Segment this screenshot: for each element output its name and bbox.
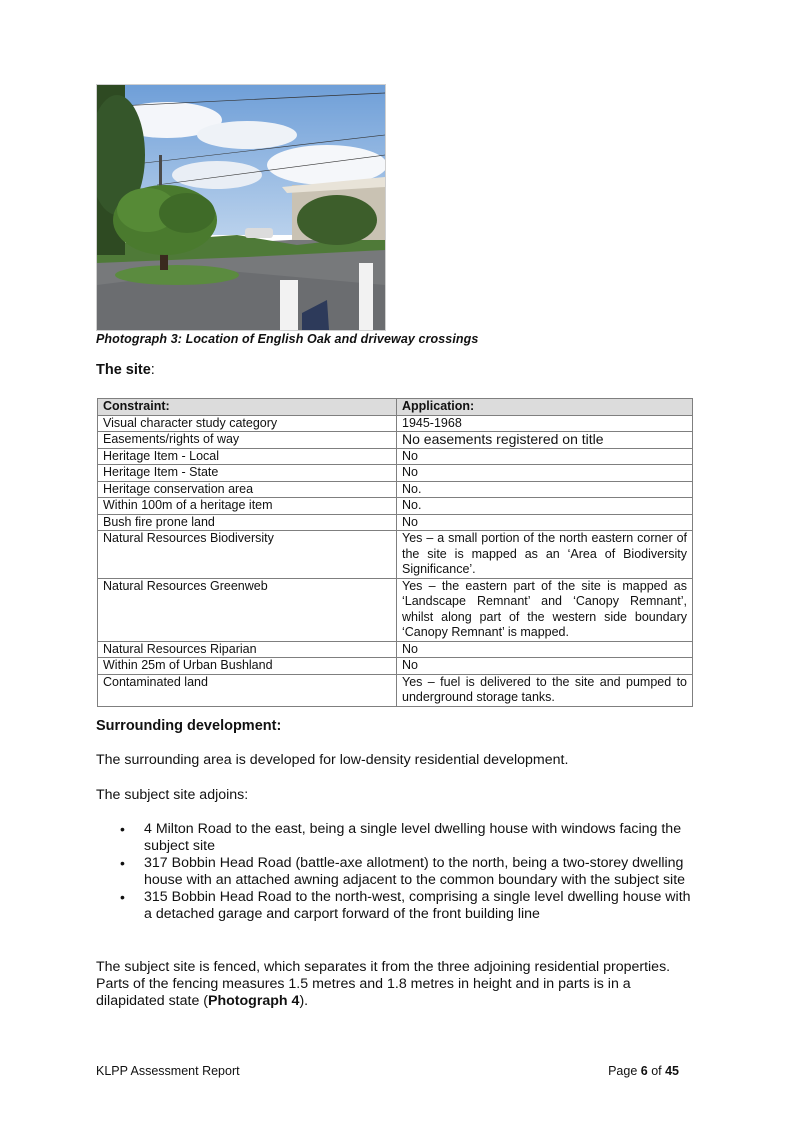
- page-of: of: [647, 1064, 666, 1078]
- application-cell: No.: [397, 498, 693, 515]
- table-row: [98, 531, 693, 579]
- application-cell: Yes – a small portion of the north eastern corner of the site is mapped as an ‘Area of Biodiversity Significance’.: [397, 531, 693, 579]
- site-heading-text: The site: [96, 362, 151, 378]
- adjoin-text: 317 Bobbin Head Road (battle-axe allotment) to the north, being a two-storey dwelling house with an attached awning adjacent to the common boundary with the subject site: [144, 855, 686, 888]
- bullet-icon: •: [120, 889, 125, 905]
- bullet-icon: •: [120, 855, 125, 871]
- table-row: [98, 448, 693, 465]
- constraint-cell: Heritage Item - Local: [98, 448, 397, 465]
- adjoins-intro: The subject site adjoins:: [96, 787, 249, 803]
- constraint-cell: Within 25m of Urban Bushland: [98, 658, 397, 675]
- table-row: [98, 498, 693, 515]
- constraint-cell: Easements/rights of way: [98, 432, 397, 449]
- table-row: [98, 415, 693, 432]
- photo-caption: Photograph 3: Location of English Oak and driveway crossings: [96, 332, 479, 346]
- adjoins-list: [96, 821, 696, 923]
- constraint-cell: Natural Resources Greenweb: [98, 578, 397, 641]
- application-cell: 1945-1968: [397, 415, 693, 432]
- page-current: 6: [640, 1064, 648, 1078]
- constraint-cell: Natural Resources Biodiversity: [98, 531, 397, 579]
- constraint-cell: Contaminated land: [98, 674, 397, 706]
- photograph-4-reference: Photograph 4: [208, 993, 300, 1009]
- surrounding-intro: The surrounding area is developed for low-density residential development.: [96, 752, 569, 768]
- application-cell: Yes – fuel is delivered to the site and pumped to underground storage tanks.: [397, 674, 693, 706]
- header-constraint: Constraint:: [98, 399, 397, 416]
- footer-report-title: KLPP Assessment Report: [96, 1064, 240, 1078]
- list-item: [96, 889, 696, 923]
- list-item: [96, 855, 696, 889]
- table-row: [98, 514, 693, 531]
- page-prefix: Page: [608, 1064, 641, 1078]
- constraint-cell: Heritage Item - State: [98, 465, 397, 482]
- application-cell: No: [397, 465, 693, 482]
- application-cell: No easements registered on title: [397, 432, 693, 449]
- table-row: [98, 578, 693, 641]
- fencing-text: The subject site is fenced, which separates it from the three adjoining residential properties. Parts of the fencing measures 1.5 metres and 1.8 metres in height and in parts is in a dilapidated state (: [96, 959, 671, 1009]
- table-row: [98, 674, 693, 706]
- application-cell: No: [397, 641, 693, 658]
- table-row: [98, 658, 693, 675]
- constraints-table: [97, 398, 693, 707]
- adjoin-text: 315 Bobbin Head Road to the north-west, comprising a single level dwelling house with a detached garage and carport forward of the front building line: [144, 889, 691, 922]
- footer-page-number: [608, 1064, 679, 1078]
- header-application: Application:: [397, 399, 693, 416]
- fencing-paragraph: [96, 959, 696, 1010]
- site-heading: [96, 362, 155, 378]
- application-cell: Yes – the eastern part of the site is mapped as ‘Landscape Remnant’ and ‘Canopy Remnant’, whilst along part of the western side boundary ‘Canopy Remnant’ is mapped.: [397, 578, 693, 641]
- application-cell: No.: [397, 481, 693, 498]
- constraint-cell: Natural Resources Riparian: [98, 641, 397, 658]
- fencing-end: ).: [299, 993, 309, 1009]
- table-header-row: [98, 399, 693, 416]
- table-row: [98, 481, 693, 498]
- adjoin-text: 4 Milton Road to the east, being a single level dwelling house with windows facing the subject site: [144, 821, 682, 854]
- photograph-english-oak: [96, 84, 386, 331]
- table-row: [98, 465, 693, 482]
- page-total: 45: [665, 1064, 679, 1078]
- application-cell: No: [397, 658, 693, 675]
- constraint-cell: Within 100m of a heritage item: [98, 498, 397, 515]
- constraint-cell: Visual character study category: [98, 415, 397, 432]
- table-row: [98, 432, 693, 449]
- constraint-cell: Bush fire prone land: [98, 514, 397, 531]
- bullet-icon: •: [120, 821, 125, 837]
- street-photo-illustration: [97, 85, 385, 330]
- application-cell: No: [397, 514, 693, 531]
- application-cell: No: [397, 448, 693, 465]
- table-row: [98, 641, 693, 658]
- constraint-cell: Heritage conservation area: [98, 481, 397, 498]
- list-item: [96, 821, 696, 855]
- site-heading-colon: :: [150, 362, 155, 378]
- surrounding-heading: Surrounding development:: [96, 718, 282, 734]
